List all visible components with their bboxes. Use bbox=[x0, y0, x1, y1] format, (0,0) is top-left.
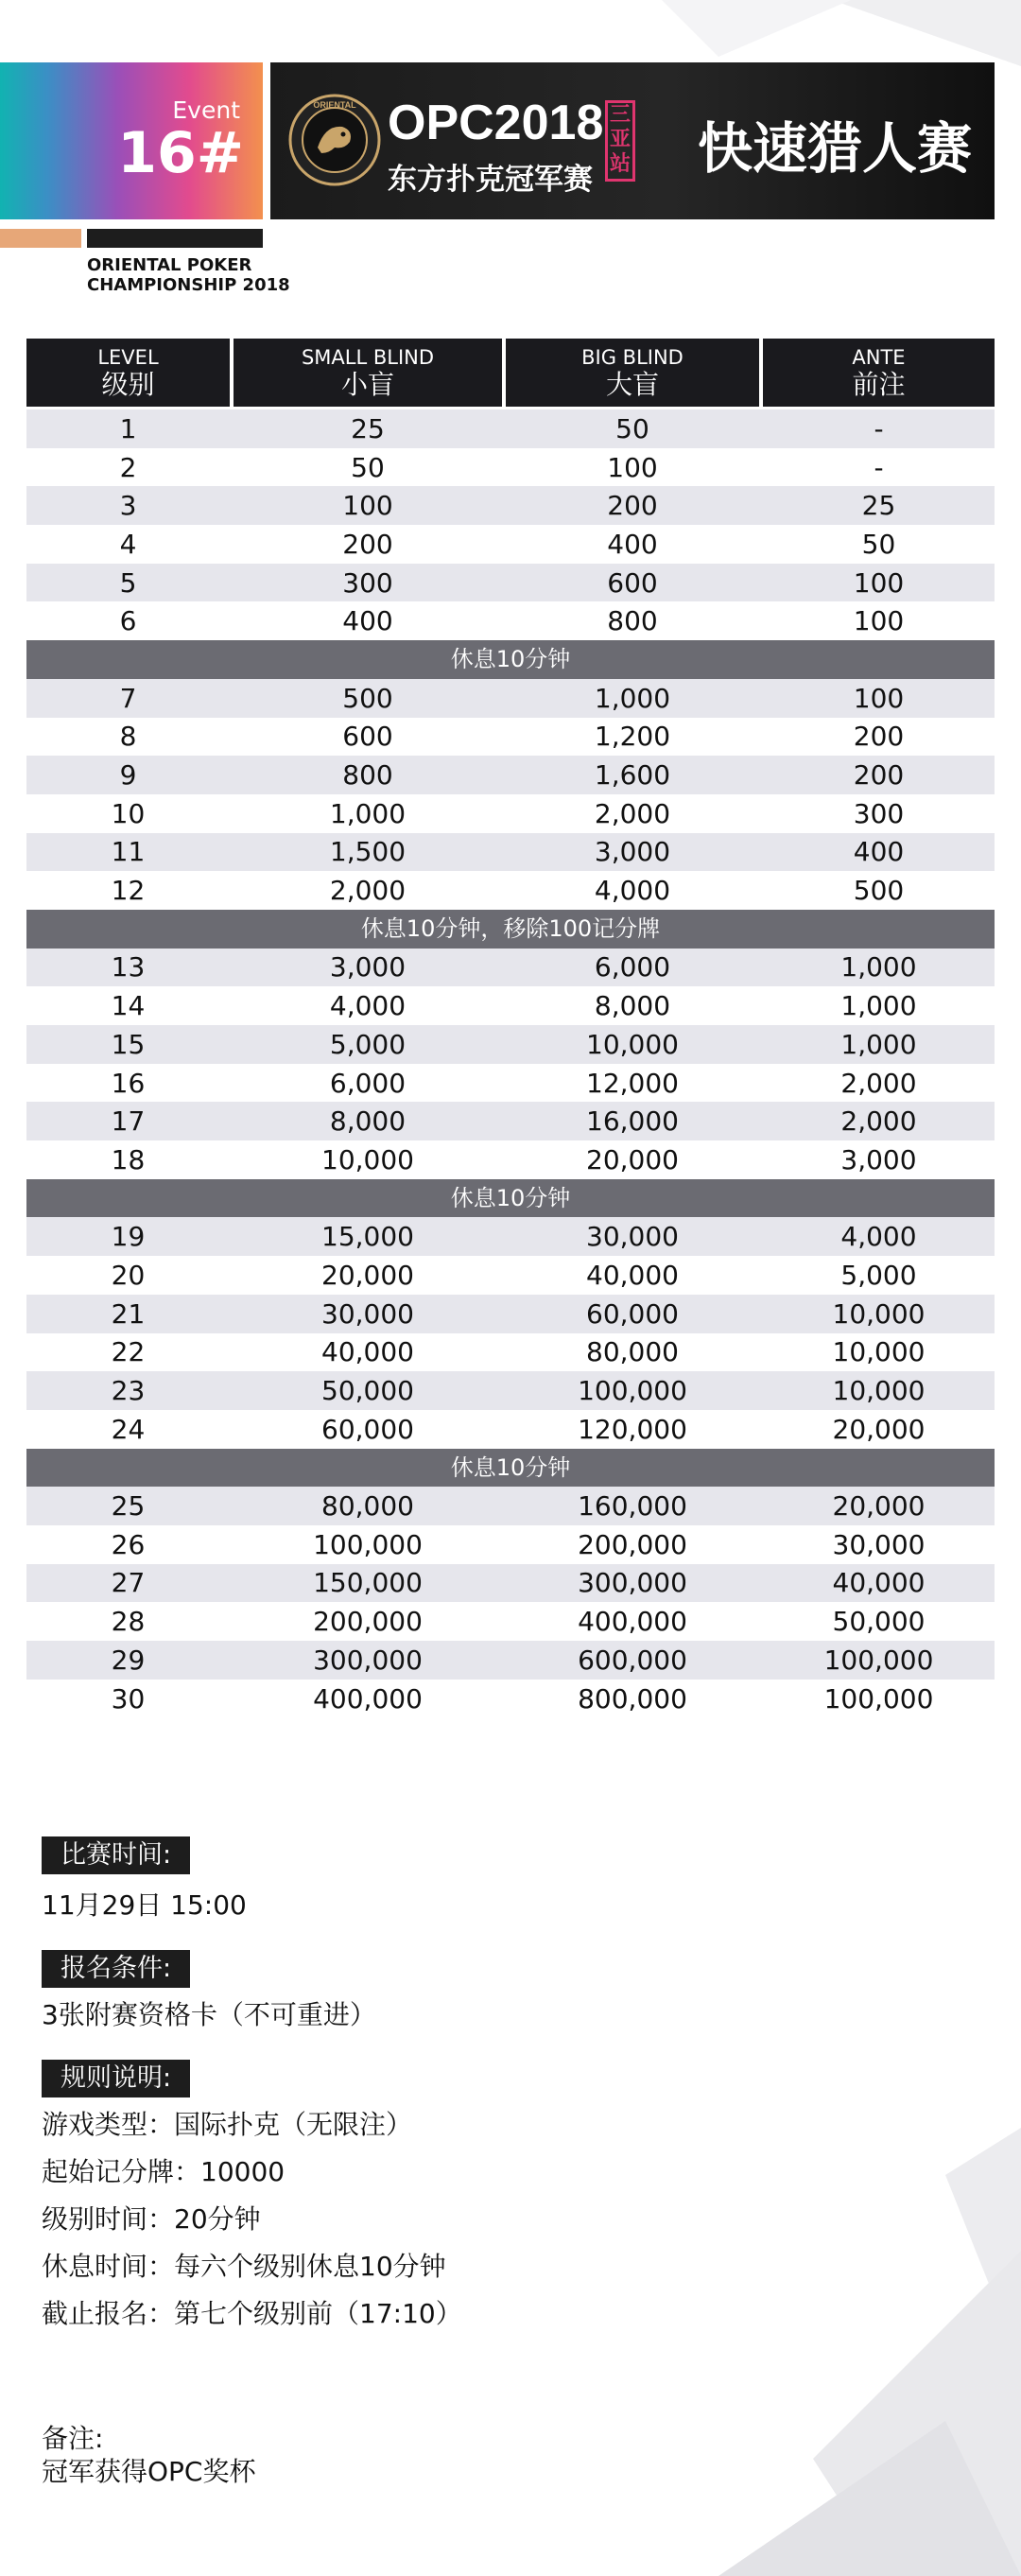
cell-level: 13 bbox=[111, 951, 146, 983]
cell-big-blind: 40,000 bbox=[586, 1259, 679, 1291]
cell-ante: 2,000 bbox=[840, 1067, 917, 1099]
table-row bbox=[26, 1217, 995, 1256]
entry-conditions-label: 报名条件: bbox=[42, 1950, 190, 1988]
table-row bbox=[26, 833, 995, 872]
cell-ante: 100 bbox=[853, 605, 905, 637]
cell-big-blind: 8,000 bbox=[594, 990, 671, 1022]
cell-level: 24 bbox=[111, 1413, 146, 1445]
break-row: 休息10分钟 bbox=[26, 1179, 995, 1218]
cell-big-blind: 80,000 bbox=[586, 1336, 679, 1368]
table-row bbox=[26, 718, 995, 757]
event-number: 16# bbox=[117, 120, 244, 186]
table-row bbox=[26, 679, 995, 718]
cell-ante: 1,000 bbox=[840, 951, 917, 983]
cell-level: 29 bbox=[111, 1644, 146, 1676]
cell-level: 2 bbox=[119, 451, 137, 483]
cell-big-blind: 300,000 bbox=[578, 1567, 687, 1599]
note-value: 冠军获得OPC奖杯 bbox=[42, 2456, 256, 2487]
table-row bbox=[26, 1064, 995, 1103]
cell-big-blind: 1,000 bbox=[594, 682, 671, 714]
cell-big-blind: 800 bbox=[607, 605, 658, 637]
rule-line: 级别时间：20分钟 bbox=[42, 2203, 261, 2235]
cell-level: 18 bbox=[111, 1143, 146, 1175]
logo-ring-text: ORIENTAL bbox=[313, 100, 356, 110]
cell-level: 19 bbox=[111, 1221, 146, 1253]
table-body bbox=[26, 409, 995, 1717]
cell-big-blind: 1,600 bbox=[594, 759, 671, 792]
table-row bbox=[26, 1102, 995, 1140]
cell-small-blind: 2,000 bbox=[329, 875, 407, 907]
cell-big-blind: 200 bbox=[607, 490, 658, 522]
cell-big-blind: 100,000 bbox=[578, 1375, 687, 1407]
cell-ante: 500 bbox=[853, 875, 905, 907]
cell-level: 25 bbox=[111, 1490, 146, 1523]
cell-level: 14 bbox=[111, 990, 146, 1022]
cell-ante: 100 bbox=[853, 682, 905, 714]
cell-ante: 10,000 bbox=[832, 1375, 926, 1407]
cell-ante: 50 bbox=[861, 528, 896, 560]
cell-ante: 20,000 bbox=[832, 1490, 926, 1523]
table-row bbox=[26, 794, 995, 833]
rule-line: 截止报名：第七个级别前（17:10） bbox=[42, 2298, 462, 2329]
cell-ante: 100 bbox=[853, 566, 905, 599]
cell-level: 16 bbox=[111, 1067, 146, 1099]
tournament-name: 快速猎人赛 bbox=[697, 116, 972, 181]
match-time-value: 11月29日 15:00 bbox=[42, 1889, 247, 1921]
cell-big-blind: 3,000 bbox=[594, 836, 671, 868]
header-cn: 级别 bbox=[101, 368, 155, 400]
cell-level: 4 bbox=[119, 528, 137, 560]
table-row bbox=[26, 601, 995, 640]
cell-big-blind: 50 bbox=[615, 412, 649, 444]
break-row: 休息10分钟 bbox=[26, 1449, 995, 1488]
cell-small-blind: 20,000 bbox=[321, 1259, 414, 1291]
rules-label: 规则说明: bbox=[42, 2060, 190, 2097]
table-row bbox=[26, 1140, 995, 1179]
cell-small-blind: 200,000 bbox=[313, 1606, 423, 1638]
cell-ante: 1,000 bbox=[840, 1028, 917, 1060]
cell-level: 21 bbox=[111, 1297, 146, 1330]
table-header bbox=[26, 339, 995, 407]
cell-small-blind: 800 bbox=[342, 759, 393, 792]
cell-ante: 5,000 bbox=[840, 1259, 917, 1291]
break-row: 休息10分钟 bbox=[26, 640, 995, 679]
cell-ante: 10,000 bbox=[832, 1336, 926, 1368]
cell-small-blind: 500 bbox=[342, 682, 393, 714]
table-row bbox=[26, 756, 995, 794]
cell-big-blind: 120,000 bbox=[578, 1413, 687, 1445]
break-row: 休息10分钟，移除100记分牌 bbox=[26, 910, 995, 949]
cell-big-blind: 800,000 bbox=[578, 1682, 687, 1714]
cell-level: 11 bbox=[111, 836, 146, 868]
championship-label bbox=[87, 255, 290, 295]
header-level bbox=[26, 339, 230, 407]
header-en: SMALL BLIND bbox=[301, 345, 435, 369]
cell-small-blind: 100 bbox=[342, 490, 393, 522]
cell-ante: 200 bbox=[853, 759, 905, 792]
cell-level: 9 bbox=[119, 759, 137, 792]
rule-line: 游戏类型：国际扑克（无限注） bbox=[42, 2109, 413, 2140]
cell-small-blind: 10,000 bbox=[321, 1143, 414, 1175]
cell-small-blind: 15,000 bbox=[321, 1221, 414, 1253]
cell-ante: - bbox=[874, 451, 884, 483]
table-row bbox=[26, 1025, 995, 1064]
cell-small-blind: 4,000 bbox=[329, 990, 407, 1022]
match-time-label: 比赛时间: bbox=[42, 1836, 190, 1874]
table-row bbox=[26, 871, 995, 910]
cell-big-blind: 400,000 bbox=[578, 1606, 687, 1638]
cell-big-blind: 2,000 bbox=[594, 797, 671, 829]
cell-small-blind: 80,000 bbox=[321, 1490, 414, 1523]
cell-ante: 3,000 bbox=[840, 1143, 917, 1175]
cell-small-blind: 150,000 bbox=[313, 1567, 423, 1599]
cell-ante: - bbox=[874, 412, 884, 444]
cell-small-blind: 1,500 bbox=[329, 836, 407, 868]
cell-small-blind: 300 bbox=[342, 566, 393, 599]
rule-line: 起始记分牌：10000 bbox=[42, 2156, 286, 2187]
cell-level: 27 bbox=[111, 1567, 146, 1599]
cell-big-blind: 1,200 bbox=[594, 721, 671, 753]
championship-line1: ORIENTAL POKER bbox=[87, 255, 252, 275]
cell-level: 6 bbox=[119, 605, 137, 637]
table-row bbox=[26, 949, 995, 987]
cell-big-blind: 6,000 bbox=[594, 951, 671, 983]
cell-level: 10 bbox=[111, 797, 146, 829]
opc-title: OPC2018 bbox=[388, 96, 604, 150]
cell-ante: 1,000 bbox=[840, 990, 917, 1022]
table-row bbox=[26, 486, 995, 525]
cell-big-blind: 10,000 bbox=[586, 1028, 679, 1060]
cell-small-blind: 200 bbox=[342, 528, 393, 560]
table-row bbox=[26, 1525, 995, 1564]
table-row bbox=[26, 1410, 995, 1449]
table-row bbox=[26, 1333, 995, 1372]
cell-small-blind: 100,000 bbox=[313, 1528, 423, 1560]
cell-small-blind: 3,000 bbox=[329, 951, 407, 983]
cell-big-blind: 400 bbox=[607, 528, 658, 560]
cell-big-blind: 16,000 bbox=[586, 1105, 679, 1138]
cell-ante: 25 bbox=[861, 490, 896, 522]
opc-logo-icon bbox=[287, 93, 382, 187]
header-cn: 前注 bbox=[852, 368, 906, 400]
cell-level: 20 bbox=[111, 1259, 146, 1291]
cell-level: 1 bbox=[119, 412, 137, 444]
cell-small-blind: 1,000 bbox=[329, 797, 407, 829]
cell-small-blind: 300,000 bbox=[313, 1644, 423, 1676]
header-ante bbox=[763, 339, 995, 407]
table-row bbox=[26, 1641, 995, 1680]
table-row bbox=[26, 1602, 995, 1641]
header-en: ANTE bbox=[852, 345, 906, 369]
header-en: LEVEL bbox=[97, 345, 159, 369]
event-badge bbox=[0, 62, 263, 219]
cell-big-blind: 600,000 bbox=[578, 1644, 687, 1676]
cell-level: 23 bbox=[111, 1375, 146, 1407]
cell-small-blind: 5,000 bbox=[329, 1028, 407, 1060]
cell-level: 30 bbox=[111, 1682, 146, 1714]
table-row bbox=[26, 1371, 995, 1410]
accent-bar-tan bbox=[0, 229, 81, 248]
event-label: Event bbox=[172, 96, 240, 124]
cell-big-blind: 160,000 bbox=[578, 1490, 687, 1523]
cell-ante: 2,000 bbox=[840, 1105, 917, 1138]
header-en: BIG BLIND bbox=[581, 345, 684, 369]
header-small-blind bbox=[234, 339, 502, 407]
opc-subtitle: 东方扑克冠军赛 bbox=[388, 163, 593, 197]
cell-ante: 40,000 bbox=[832, 1567, 926, 1599]
cell-level: 26 bbox=[111, 1528, 146, 1560]
cell-ante: 50,000 bbox=[832, 1606, 926, 1638]
header-cn: 小盲 bbox=[340, 368, 394, 400]
cell-small-blind: 50,000 bbox=[321, 1375, 414, 1407]
cell-big-blind: 60,000 bbox=[586, 1297, 679, 1330]
cell-level: 3 bbox=[119, 490, 137, 522]
title-banner bbox=[270, 62, 995, 219]
cell-ante: 100,000 bbox=[823, 1682, 934, 1714]
table-row bbox=[26, 986, 995, 1025]
entry-conditions-value: 3张附赛资格卡（不可重进） bbox=[42, 1999, 376, 2030]
table-row bbox=[26, 1295, 995, 1333]
cell-level: 28 bbox=[111, 1606, 146, 1638]
table-row bbox=[26, 1487, 995, 1525]
cell-small-blind: 400,000 bbox=[313, 1682, 423, 1714]
cell-ante: 10,000 bbox=[832, 1297, 926, 1330]
cell-small-blind: 50 bbox=[351, 451, 385, 483]
rule-line: 休息时间：每六个级别休息10分钟 bbox=[42, 2251, 446, 2282]
blind-structure-table bbox=[26, 339, 995, 1717]
table-row bbox=[26, 525, 995, 564]
cell-level: 12 bbox=[111, 875, 146, 907]
cell-small-blind: 600 bbox=[342, 721, 393, 753]
cell-level: 5 bbox=[119, 566, 137, 599]
cell-level: 8 bbox=[119, 721, 137, 753]
cell-ante: 400 bbox=[853, 836, 905, 868]
cell-small-blind: 25 bbox=[351, 412, 385, 444]
cell-big-blind: 4,000 bbox=[594, 875, 671, 907]
header-big-blind bbox=[506, 339, 759, 407]
table-row bbox=[26, 564, 995, 602]
cell-big-blind: 20,000 bbox=[586, 1143, 679, 1175]
cell-ante: 30,000 bbox=[832, 1528, 926, 1560]
cell-level: 7 bbox=[119, 682, 137, 714]
cell-big-blind: 600 bbox=[607, 566, 658, 599]
location-tag: 三亚站 bbox=[605, 100, 635, 182]
cell-small-blind: 400 bbox=[342, 605, 393, 637]
cell-level: 17 bbox=[111, 1105, 146, 1138]
cell-big-blind: 100 bbox=[607, 451, 658, 483]
cell-ante: 300 bbox=[853, 797, 905, 829]
cell-small-blind: 8,000 bbox=[329, 1105, 407, 1138]
cell-ante: 20,000 bbox=[832, 1413, 926, 1445]
table-row bbox=[26, 1256, 995, 1295]
cell-small-blind: 60,000 bbox=[321, 1413, 414, 1445]
table-row bbox=[26, 409, 995, 448]
header-cn: 大盲 bbox=[605, 368, 659, 400]
cell-big-blind: 12,000 bbox=[586, 1067, 679, 1099]
cell-big-blind: 200,000 bbox=[578, 1528, 687, 1560]
championship-line2: CHAMPIONSHIP 2018 bbox=[87, 275, 290, 295]
table-row bbox=[26, 448, 995, 487]
cell-ante: 100,000 bbox=[823, 1644, 934, 1676]
cell-ante: 200 bbox=[853, 721, 905, 753]
table-row bbox=[26, 1564, 995, 1603]
cell-level: 22 bbox=[111, 1336, 146, 1368]
accent-bar-dark bbox=[87, 229, 263, 248]
note-label: 备注: bbox=[42, 2423, 104, 2454]
cell-small-blind: 30,000 bbox=[321, 1297, 414, 1330]
cell-big-blind: 30,000 bbox=[586, 1221, 679, 1253]
table-row bbox=[26, 1680, 995, 1718]
cell-ante: 4,000 bbox=[840, 1221, 917, 1253]
cell-small-blind: 40,000 bbox=[321, 1336, 414, 1368]
cell-small-blind: 6,000 bbox=[329, 1067, 407, 1099]
cell-level: 15 bbox=[111, 1028, 146, 1060]
